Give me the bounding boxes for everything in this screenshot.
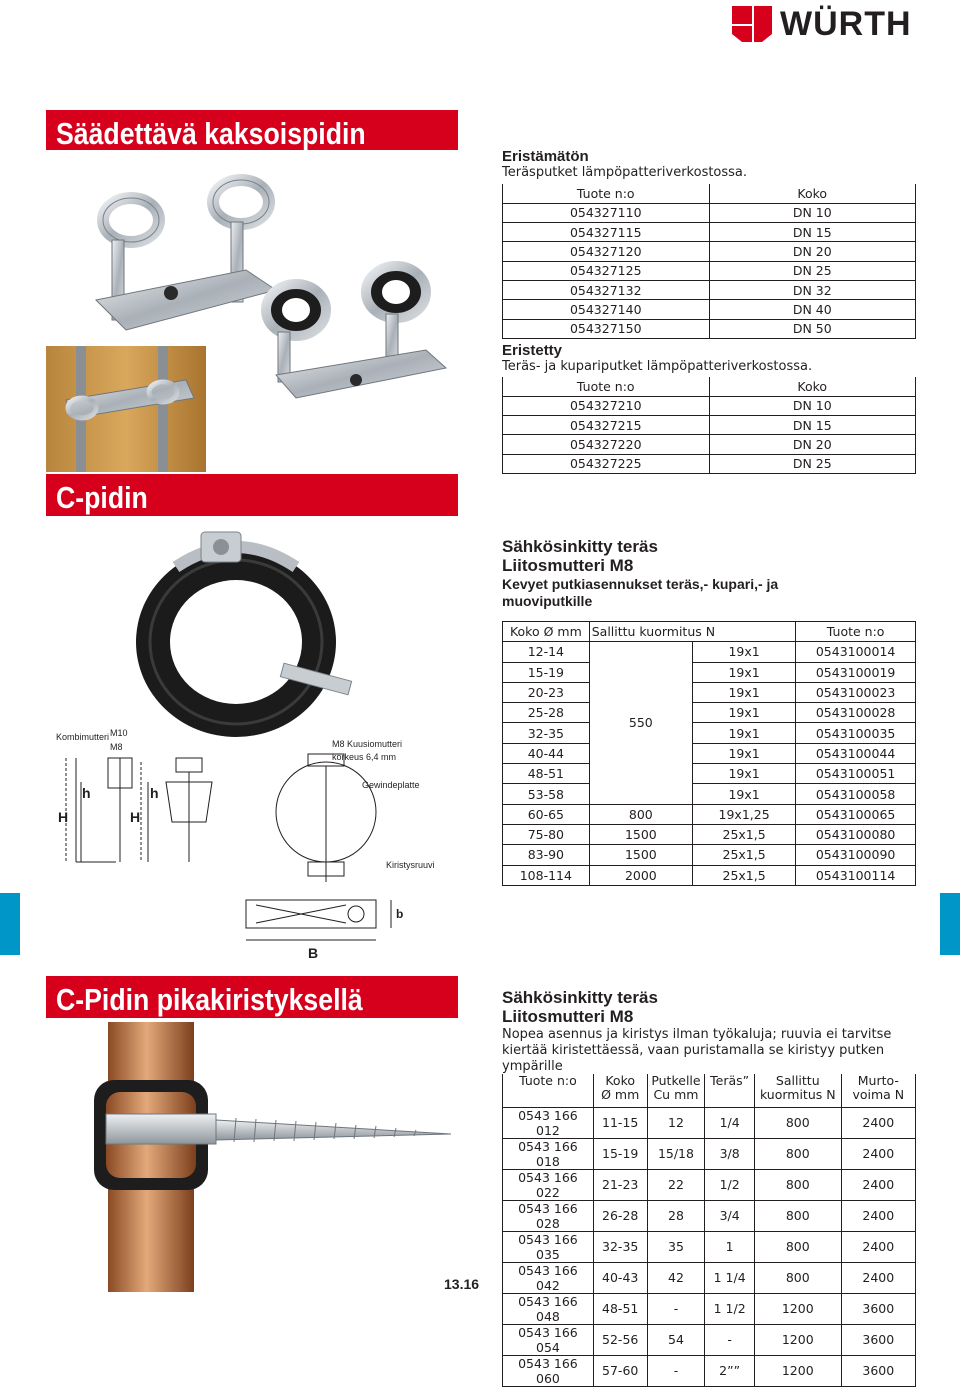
section-title-c-holder-quick [46,976,458,1018]
product-number-cell: 054327215 [503,416,710,435]
header-line: Teräs” [710,1073,750,1088]
table-row [503,1355,916,1386]
load-cell: 800 [754,1138,841,1169]
product-number-cell: 0543100058 [796,784,916,804]
thread-cell: 25x1,5 [692,865,795,885]
table-row [503,1107,916,1138]
size-cell: DN 50 [709,319,916,338]
product-number-cell: 054327115 [503,223,710,242]
load-cell: 800 [754,1107,841,1138]
break-cell: 2400 [841,1169,915,1200]
product-number-cell: 0543 166 018 [503,1138,594,1169]
technical-drawing [66,754,391,940]
load-cell: 1200 [754,1355,841,1386]
c-holder-image-and-diagram [46,522,466,972]
table-row [503,396,916,415]
table-row [503,1138,916,1169]
uninsulated-table [502,184,916,339]
label-gewindeplatte: Gewindeplatte [362,780,420,790]
table-row [503,300,916,319]
label-H: H [58,809,69,825]
size-cell: 25-28 [503,703,590,723]
product-number-cell: 0543100114 [796,865,916,885]
product-number-cell: 0543100044 [796,743,916,763]
break-cell: 2400 [841,1107,915,1138]
product-number-cell: 0543 166 012 [503,1107,594,1138]
size-cell: 75-80 [503,824,590,844]
size-cell: 26-28 [593,1200,647,1231]
load-cell: 2000 [589,865,692,885]
table-row [503,743,916,763]
c-holder-table [502,621,916,886]
cu-cell: 28 [647,1200,705,1231]
header-line: Ø mm [601,1087,640,1102]
product-number-cell: 054327132 [503,280,710,299]
label-b: b [396,907,404,921]
table-row [503,723,916,743]
break-cell: 3600 [841,1324,915,1355]
column-header: Koko [709,377,916,396]
product-number-cell: 0543 166 022 [503,1169,594,1200]
size-cell: 48-51 [503,764,590,784]
break-cell: 3600 [841,1355,915,1386]
header-line: Sallittu [775,1073,820,1088]
load-cell: 800 [589,804,692,824]
thread-cell: 19x1 [692,743,795,763]
quick-material-heading: Sähkösinkitty teräs [502,988,658,1007]
product-number-cell: 0543100065 [796,804,916,824]
label-kiristysruuvi: Kiristysruuvi [386,860,435,870]
page-number: 13.16 [444,1276,480,1292]
product-number-cell: 054327225 [503,454,710,473]
size-cell: DN 20 [709,242,916,261]
column-header [754,1074,841,1107]
column-header [593,1074,647,1107]
cu-cell: 22 [647,1169,705,1200]
header-line: Tuote n:o [519,1073,577,1088]
section-title-text: C-Pidin pikakiristyksellä [56,982,363,1017]
product-number-cell: 0543100014 [796,642,916,662]
load-cell: 800 [754,1231,841,1262]
break-cell: 3600 [841,1293,915,1324]
column-header: Koko Ø mm [503,622,590,642]
size-cell: 53-58 [503,784,590,804]
column-header: Tuote n:o [503,377,710,396]
table-row [503,682,916,702]
size-cell: 60-65 [503,804,590,824]
header-line: kuormitus N [759,1087,836,1102]
section-title-text: C-pidin [56,480,148,515]
size-cell: 21-23 [593,1169,647,1200]
table-row [503,416,916,435]
label-h: h [82,785,91,801]
column-header: Koko [709,184,916,203]
product-number-cell: 054327150 [503,319,710,338]
material-heading: Sähkösinkitty teräs [502,537,658,556]
table-row [503,764,916,784]
steel-cell: - [705,1324,755,1355]
product-number-cell: 054327125 [503,261,710,280]
product-number-cell: 0543 166 035 [503,1231,594,1262]
size-cell: 48-51 [593,1293,647,1324]
size-cell: 32-35 [593,1231,647,1262]
table-row [503,845,916,865]
size-cell: 32-35 [503,723,590,743]
table-row [503,280,916,299]
insulated-heading: Eristetty [502,342,563,359]
column-header: Sallittu kuormitus N [589,622,796,642]
product-number-cell: 0543 166 042 [503,1262,594,1293]
header-line: Putkelle [651,1073,701,1088]
table-row [503,242,916,261]
double-holder-product-image [46,160,466,472]
table-header-row [503,622,916,642]
thread-cell: 19x1 [692,703,795,723]
label-m10: M10 [110,728,128,738]
insulated-description: Teräs- ja kupariputket lämpöpatteriverkostossa. [502,359,813,374]
cu-cell: - [647,1293,705,1324]
label-H-2: H [130,809,141,825]
quick-clamp-description: Nopea asennus ja kiristys ilman työkaluja; ruuvia ei tarvitse kiertää kiristettäessä, vaan puristamalla se kiristyy putken ympärille [502,1027,892,1074]
table-row [503,435,916,454]
steel-cell: 3/8 [705,1138,755,1169]
uninsulated-heading: Eristämätön [502,148,589,165]
thread-cell: 19x1 [692,784,795,804]
column-header: Tuote n:o [796,622,916,642]
product-number-cell: 0543 166 054 [503,1324,594,1355]
label-korkeus: korkeus 6,4 mm [332,752,397,762]
section-title-text: Säädettävä kaksoispidin [56,116,366,151]
size-cell: DN 10 [709,396,916,415]
table-row [503,642,916,662]
product-number-cell: 0543 166 048 [503,1293,594,1324]
load-cell: 1500 [589,845,692,865]
column-header [503,1074,594,1107]
product-number-cell: 0543100019 [796,662,916,682]
column-header: Tuote n:o [503,184,710,203]
label-m8: M8 [110,742,123,752]
size-cell: 108-114 [503,865,590,885]
wurth-logo-text: WÜRTH [780,5,912,43]
steel-cell: 1/2 [705,1169,755,1200]
table-row [503,319,916,338]
size-cell: DN 15 [709,416,916,435]
load-cell: 1200 [754,1293,841,1324]
thread-cell: 25x1,5 [692,845,795,865]
load-cell: 800 [754,1262,841,1293]
label-kombimutteri: Kombimutteri [56,732,110,742]
steel-cell: 1 [705,1231,755,1262]
thread-cell: 19x1 [692,764,795,784]
table-row [503,454,916,473]
table-row [503,1262,916,1293]
break-cell: 2400 [841,1200,915,1231]
table-row [503,662,916,682]
steel-cell: 1 1/4 [705,1262,755,1293]
size-cell: DN 40 [709,300,916,319]
side-tab-left [0,893,20,955]
size-cell: 57-60 [593,1355,647,1386]
size-cell: 15-19 [593,1138,647,1169]
quick-clamp-table [502,1074,916,1387]
product-number-cell: 0543100080 [796,824,916,844]
size-cell: 52-56 [593,1324,647,1355]
product-number-cell: 054327140 [503,300,710,319]
wurth-logo-mark-icon [730,4,774,44]
product-number-cell: 054327210 [503,396,710,415]
product-number-cell: 0543 166 060 [503,1355,594,1386]
cu-cell: - [647,1355,705,1386]
wurth-logo [730,4,920,44]
size-cell: 20-23 [503,682,590,702]
cu-cell: 54 [647,1324,705,1355]
table-row [503,1200,916,1231]
table-row [503,824,916,844]
table-row [503,1169,916,1200]
load-cell: 800 [754,1169,841,1200]
product-number-cell: 054327120 [503,242,710,261]
section-title-double-holder [46,110,458,150]
load-cell: 1500 [589,824,692,844]
break-cell: 2400 [841,1138,915,1169]
cu-cell: 12 [647,1107,705,1138]
table-row [503,1231,916,1262]
load-cell-merged: 550 [589,642,692,804]
size-cell: DN 10 [709,203,916,222]
table-row [503,703,916,723]
product-number-cell: 0543100023 [796,682,916,702]
label-h-2: h [150,785,159,801]
table-header-row [503,184,916,203]
table-row [503,1324,916,1355]
insulated-table [502,377,916,474]
quick-clamp-product-image [46,1022,466,1292]
size-cell: 40-43 [593,1262,647,1293]
side-tab-right [940,893,960,955]
product-number-cell: 054327110 [503,203,710,222]
c-holder-photo [136,532,352,737]
header-line: Koko [605,1073,636,1088]
size-cell: DN 32 [709,280,916,299]
table-header-row [503,1074,916,1107]
label-B: B [308,945,319,961]
thread-cell: 19x1 [692,723,795,743]
header-line: voima N [852,1087,905,1102]
size-cell: DN 25 [709,454,916,473]
thread-cell: 19x1,25 [692,804,795,824]
size-cell: 11-15 [593,1107,647,1138]
section-title-c-holder [46,474,458,516]
break-cell: 2400 [841,1231,915,1262]
thread-cell: 19x1 [692,662,795,682]
product-number-cell: 0543100028 [796,703,916,723]
table-row [503,223,916,242]
thread-cell: 19x1 [692,682,795,702]
cu-cell: 35 [647,1231,705,1262]
column-header [841,1074,915,1107]
steel-cell: 1/4 [705,1107,755,1138]
table-row [503,784,916,804]
size-cell: 15-19 [503,662,590,682]
table-row [503,804,916,824]
load-cell: 800 [754,1200,841,1231]
thread-cell: 25x1,5 [692,824,795,844]
steel-cell: 3/4 [705,1200,755,1231]
steel-cell: 1 1/2 [705,1293,755,1324]
column-header [705,1074,755,1107]
table-row [503,1293,916,1324]
header-line: Cu mm [653,1087,699,1102]
product-number-cell: 0543 166 028 [503,1200,594,1231]
table-row [503,865,916,885]
size-cell: DN 25 [709,261,916,280]
quick-nut-heading: Liitosmutteri M8 [502,1007,634,1026]
size-cell: 40-44 [503,743,590,763]
product-number-cell: 0543100090 [796,845,916,865]
table-header-row [503,377,916,396]
break-cell: 2400 [841,1262,915,1293]
header-line: Murto- [857,1073,899,1088]
size-cell: DN 20 [709,435,916,454]
load-cell: 1200 [754,1324,841,1355]
table-row [503,261,916,280]
product-number-cell: 054327220 [503,435,710,454]
table-row [503,203,916,222]
product-number-cell: 0543100035 [796,723,916,743]
cu-cell: 42 [647,1262,705,1293]
steel-cell: 2”” [705,1355,755,1386]
size-cell: 83-90 [503,845,590,865]
column-header [647,1074,705,1107]
label-m8-kuusiomutteri: M8 Kuusiomutteri [332,739,403,749]
c-holder-description: Kevyet putkiasennukset teräs,- kupari,- ja muoviputkille [502,576,779,609]
size-cell: DN 15 [709,223,916,242]
thread-cell: 19x1 [692,642,795,662]
cu-cell: 15/18 [647,1138,705,1169]
uninsulated-description: Teräsputket lämpöpatteriverkostossa. [502,165,748,180]
size-cell: 12-14 [503,642,590,662]
nut-heading: Liitosmutteri M8 [502,556,634,575]
product-number-cell: 0543100051 [796,764,916,784]
